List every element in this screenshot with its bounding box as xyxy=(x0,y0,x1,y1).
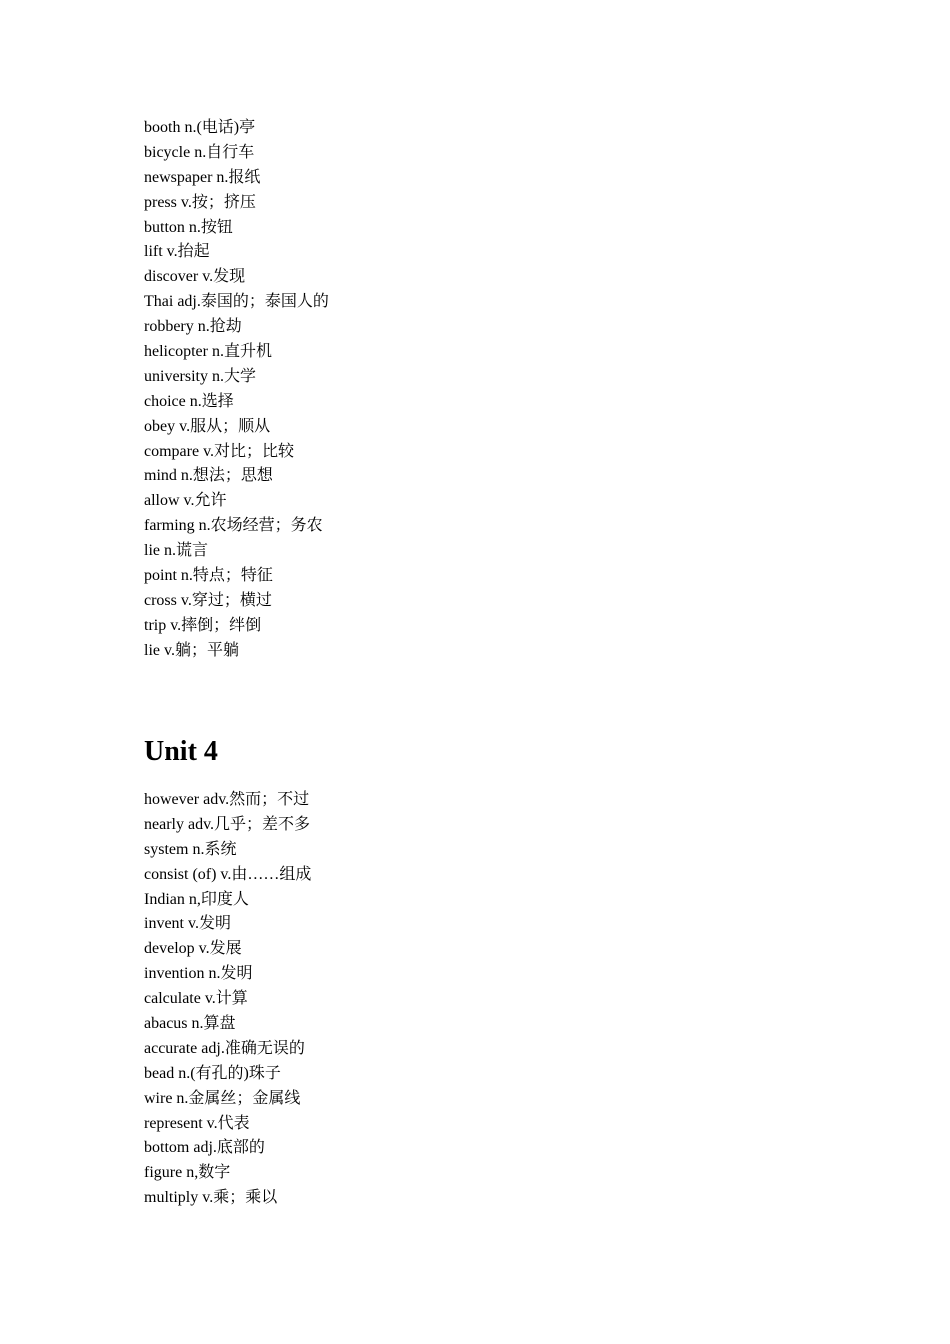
vocab-entry: Thai adj.泰国的；泰国人的 xyxy=(144,293,329,311)
vocab-entry: lie n.谎言 xyxy=(144,542,208,560)
vocab-entry: obey v.服从；顺从 xyxy=(144,417,271,435)
vocab-entry: newspaper n.报纸 xyxy=(144,168,261,186)
vocab-entry: lift v.抬起 xyxy=(144,243,210,261)
vocab-entry: cross v.穿过；横过 xyxy=(144,591,272,609)
vocab-entry: trip v.摔倒；绊倒 xyxy=(144,616,262,634)
vocab-entry: farming n.农场经营；务农 xyxy=(144,517,323,535)
vocab-entry: system n.系统 xyxy=(144,840,237,858)
vocab-entry: however adv.然而；不过 xyxy=(144,791,310,808)
vocab-entry: abacus n.算盘 xyxy=(144,1015,236,1033)
unit-heading: Unit 4 xyxy=(144,736,218,767)
vocab-entry: develop v.发展 xyxy=(144,940,242,958)
vocab-entry: wire n.金属丝；金属线 xyxy=(144,1089,301,1107)
vocab-entry: invention n.发明 xyxy=(144,965,253,983)
vocab-entry: nearly adv.几乎；差不多 xyxy=(144,815,311,833)
vocab-entry: lie v.躺；平躺 xyxy=(144,641,239,659)
vocab-entry: helicopter n.直升机 xyxy=(144,343,272,361)
vocab-list-previous-unit xyxy=(144,116,329,664)
vocab-entry: bead n.(有孔的)珠子 xyxy=(144,1064,281,1082)
vocab-entry: bottom adj.底部的 xyxy=(144,1139,265,1157)
vocab-entry: robbery n.抢劫 xyxy=(144,318,242,336)
vocab-entry: button n.按钮 xyxy=(144,218,233,236)
vocab-entry: booth n.(电话)亭 xyxy=(144,119,256,136)
vocab-entry: allow v.允许 xyxy=(144,492,227,510)
vocab-entry: multiply v.乘；乘以 xyxy=(144,1189,278,1207)
vocab-entry: compare v.对比；比较 xyxy=(144,442,295,460)
vocab-entry: bicycle n.自行车 xyxy=(144,143,255,161)
vocab-entry: university n.大学 xyxy=(144,367,256,385)
vocab-entry: invent v.发明 xyxy=(144,915,231,933)
vocab-entry: choice n.选择 xyxy=(144,392,234,410)
vocab-entry: Indian n,印度人 xyxy=(144,890,249,908)
vocab-list-unit-4 xyxy=(144,788,311,1211)
vocab-entry: press v.按；挤压 xyxy=(144,193,256,211)
vocab-entry: calculate v.计算 xyxy=(144,990,248,1008)
vocab-entry: accurate adj.准确无误的 xyxy=(144,1039,305,1057)
vocab-entry: figure n,数字 xyxy=(144,1164,231,1182)
vocab-entry: mind n.想法；思想 xyxy=(144,467,273,485)
vocab-entry: discover v.发现 xyxy=(144,268,246,286)
vocab-entry: consist (of) v.由……组成 xyxy=(144,865,312,883)
vocab-entry: represent v.代表 xyxy=(144,1114,250,1132)
vocab-entry: point n.特点；特征 xyxy=(144,567,273,585)
